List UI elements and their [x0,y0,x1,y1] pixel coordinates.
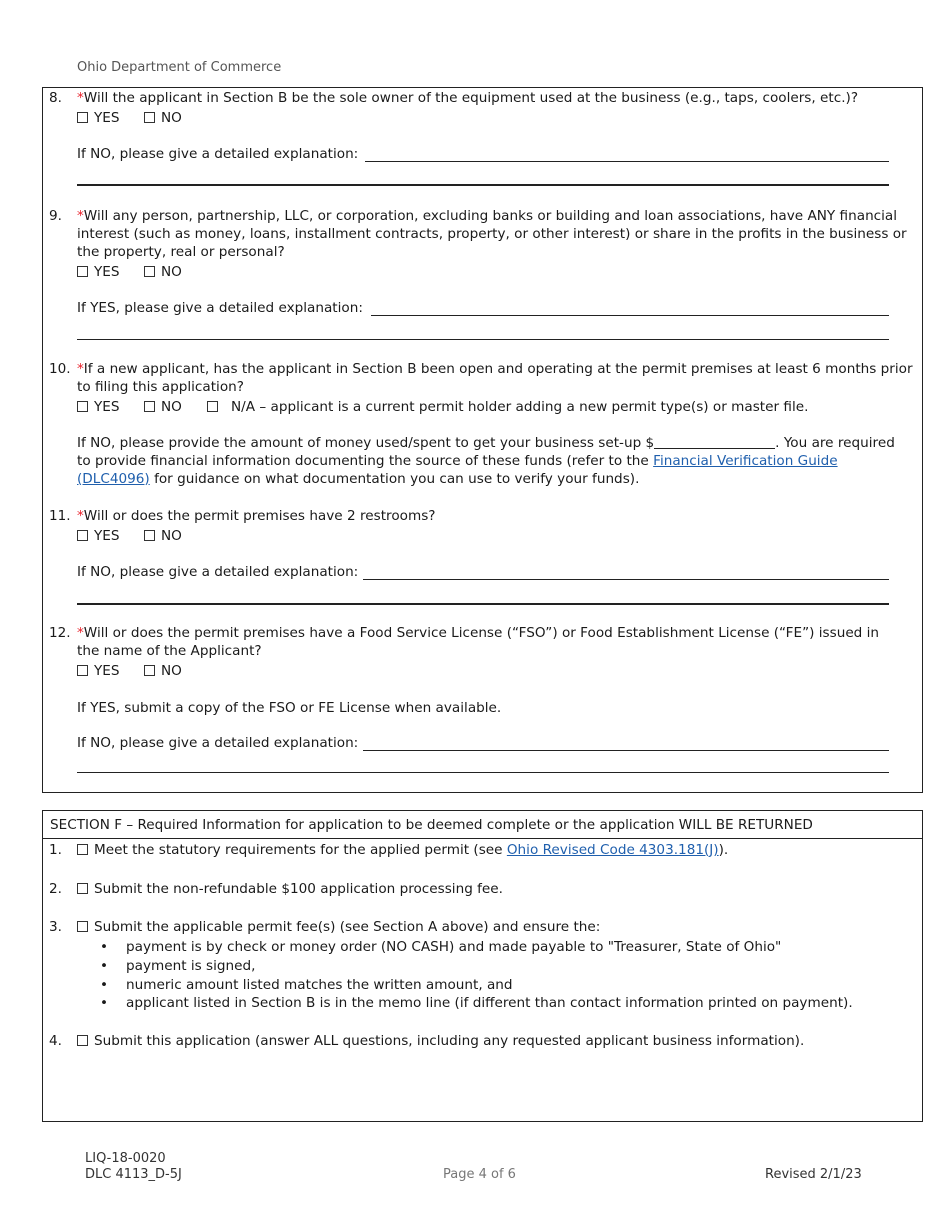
q10-text-line2: to filing this application? [77,378,244,395]
checkbox-icon [77,401,88,412]
bullet-icon: • [100,958,109,974]
q10-na-checkbox[interactable] [207,399,808,415]
f1-text: Meet the statutory requirements for the applied permit (see [94,842,507,858]
f3-item [77,919,600,935]
q9-no-label: NO [161,264,182,280]
required-asterisk: * [77,361,84,377]
revised-date: Revised 2/1/23 [765,1167,862,1182]
q10-yes-checkbox[interactable] [77,399,120,415]
f1-after: ). [718,842,729,858]
checkbox-icon [77,530,88,541]
q12-explain-line-2[interactable] [77,772,889,773]
bullet-icon: • [100,977,109,993]
q11-no-checkbox[interactable] [144,528,182,544]
ohio-revised-code-link[interactable]: Ohio Revised Code 4303.181(J) [506,842,719,858]
checkbox-icon [77,112,88,123]
required-asterisk: * [77,508,84,524]
q11-yes-checkbox[interactable] [77,528,120,544]
section-f-divider [42,838,923,839]
checkbox-icon [207,401,218,412]
q9-explain-line-2[interactable] [77,339,889,340]
f4-text: Submit this application (answer ALL questions, including any requested applicant business information). [94,1033,805,1049]
f3-number: 3. [49,919,62,935]
q11-question [77,508,436,526]
q11-text: Will or does the permit premises have 2 restrooms? [83,508,436,524]
q10-guidance-text: for guidance on what documentation you can use to verify your funds). [149,470,640,487]
q10-funds-paragraph [77,435,895,488]
f4-number: 4. [49,1033,62,1049]
q8-yes-label: YES [94,110,120,126]
required-asterisk: * [77,625,84,641]
q11-number: 11. [49,508,71,524]
q12-yes-note: If YES, submit a copy of the FSO or FE License when available. [77,700,502,716]
checkbox-icon [144,530,155,541]
f1-item [77,842,728,858]
required-asterisk: * [77,208,84,224]
q8-explain-line-2[interactable] [77,184,889,186]
q10-funds-text: If NO, please provide the amount of money used/spent to get your business set-up $ [77,435,655,451]
q10-na-label: N/A – applicant is a current permit holder adding a new permit type(s) or master file. [231,399,809,415]
form-code-1: LIQ-18-0020 [85,1151,166,1166]
required-asterisk: * [77,90,84,106]
checkbox-icon [144,401,155,412]
q10-required-text: . You are required [775,435,895,451]
page-number: Page 4 of 6 [443,1167,516,1182]
q8-explain-label: If NO, please give a detailed explanation: [77,146,359,162]
f3-bullet-2: payment is signed, [126,958,256,974]
checkbox-icon [144,665,155,676]
checkbox-icon [144,266,155,277]
q8-text: Will the applicant in Section B be the sole owner of the equipment used at the business (e.g., taps, coolers, etc.)? [83,90,859,106]
q12-explain-label: If NO, please give a detailed explanation: [77,735,359,751]
q11-explain-line-2[interactable] [77,603,889,605]
dlc4096-link[interactable]: (DLC4096) [77,470,150,487]
q12-explain-line-1[interactable] [363,750,889,751]
q8-explain-line-1[interactable] [365,161,889,162]
q10-yes-label: YES [94,399,120,415]
q8-yes-checkbox[interactable] [77,110,120,126]
q10-no-checkbox[interactable] [144,399,182,415]
f1-checkbox[interactable] [77,844,88,855]
q11-explain-line-1[interactable] [363,579,889,580]
q10-question [77,361,913,397]
bullet-icon: • [100,995,109,1011]
q9-text-line1: Will any person, partnership, LLC, or corporation, excluding banks or building and loan associations, have ANY financial [83,208,898,224]
q8-no-checkbox[interactable] [144,110,182,126]
f2-number: 2. [49,881,62,897]
q9-no-checkbox[interactable] [144,264,182,280]
q8-number: 8. [49,90,62,106]
f3-bullet-1: payment is by check or money order (NO CASH) and made payable to "Treasurer, State of Ohio" [126,939,782,955]
f2-checkbox[interactable] [77,883,88,894]
q10-amount-input[interactable] [654,436,775,449]
q12-no-label: NO [161,663,182,679]
q9-text-line2: interest (such as money, loans, installment contracts, property, or other interest) or share in the profits in the business or [77,225,907,242]
checkbox-icon [144,112,155,123]
q12-question [77,625,879,661]
q11-no-label: NO [161,528,182,544]
f3-bullet-3: numeric amount listed matches the written amount, and [126,977,513,993]
f1-number: 1. [49,842,62,858]
f4-item [77,1033,804,1049]
f2-text: Submit the non-refundable $100 application processing fee. [94,881,503,897]
q9-text-line3: the property, real or personal? [77,243,285,260]
q8-no-label: NO [161,110,182,126]
q9-yes-label: YES [94,264,120,280]
q12-text-line2: the name of the Applicant? [77,642,262,659]
q12-yes-label: YES [94,663,120,679]
q11-explain-label: If NO, please give a detailed explanation: [77,564,359,580]
q12-number: 12. [49,625,71,641]
q9-explain-line-1[interactable] [371,315,889,316]
f2-item [77,881,503,897]
f4-checkbox[interactable] [77,1035,88,1046]
form-code-2: DLC 4113_D-5J [85,1167,182,1182]
q8-question [77,90,858,108]
q12-no-checkbox[interactable] [144,663,182,679]
q10-no-label: NO [161,399,182,415]
checkbox-icon [77,665,88,676]
q9-number: 9. [49,208,62,224]
section-f-title: SECTION F – Required Information for application to be deemed complete or the application WILL BE RETURNED [50,817,813,833]
checkbox-icon [77,266,88,277]
bullet-icon: • [100,939,109,955]
q12-yes-checkbox[interactable] [77,663,120,679]
agency-header: Ohio Department of Commerce [77,60,282,75]
f3-checkbox[interactable] [77,921,88,932]
q10-text-line1: If a new applicant, has the applicant in Section B been open and operating at the permit premises at least 6 months prior [83,361,913,377]
f3-bullet-4: applicant listed in Section B is in the memo line (if different than contact information printed on payment). [126,995,853,1011]
q12-text-line1: Will or does the permit premises have a Food Service License (“FSO”) or Food Establishment License (“FE”) issued in [83,625,880,641]
q9-yes-checkbox[interactable] [77,264,120,280]
q10-number: 10. [49,361,71,377]
q10-refer-text: to provide financial information documenting the source of these funds (refer to the [77,452,654,469]
f3-text: Submit the applicable permit fee(s) (see Section A above) and ensure the: [94,919,601,935]
q9-question [77,208,907,261]
financial-verification-guide-link[interactable]: Financial Verification Guide [653,452,838,469]
q9-explain-label: If YES, please give a detailed explanation: [77,300,363,316]
q11-yes-label: YES [94,528,120,544]
